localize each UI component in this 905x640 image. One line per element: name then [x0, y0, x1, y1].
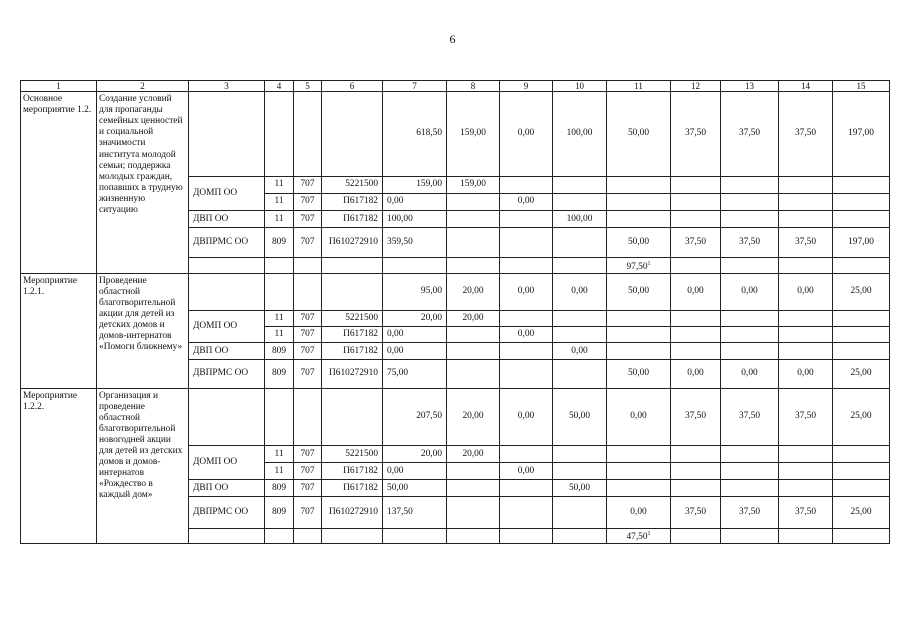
- cell-value: 707: [294, 463, 322, 480]
- header-cell: 1: [21, 81, 97, 92]
- header-cell: 13: [721, 81, 779, 92]
- funding-source: ДВП ОО: [189, 343, 265, 360]
- cell-value: 0,00: [671, 360, 721, 388]
- cell-value: 11: [265, 310, 294, 326]
- total-value: 25,00: [833, 388, 890, 445]
- total-value: 37,50: [671, 388, 721, 445]
- cell-value: 11: [265, 211, 294, 228]
- cell-value: П617182: [322, 211, 383, 228]
- cell-value: 0,00: [500, 193, 553, 210]
- funding-source: ДВПРМС ОО: [189, 360, 265, 388]
- cell-value: 5221500: [322, 446, 383, 463]
- cell-value: 50,00: [607, 360, 671, 388]
- total-value: 618,50: [383, 92, 447, 177]
- cell-value: П617182: [322, 343, 383, 360]
- cell-value: 159,00: [447, 176, 500, 193]
- table-row: [21, 388, 890, 445]
- total-value: 197,00: [833, 92, 890, 177]
- total-value: 0,00: [500, 388, 553, 445]
- cell-value: 359,50: [383, 228, 447, 258]
- header-cell: 3: [189, 81, 265, 92]
- activity-code: Мероприятие 1.2.2.: [21, 388, 97, 543]
- total-value: 159,00: [447, 92, 500, 177]
- cell-value: П610272910: [322, 360, 383, 388]
- cell-value: 707: [294, 343, 322, 360]
- table-row: [21, 273, 890, 310]
- cell-value: 37,50: [779, 497, 833, 528]
- total-value: 0,00: [721, 273, 779, 310]
- footnote-mark: 1: [647, 530, 651, 537]
- header-cell: 7: [383, 81, 447, 92]
- total-value: 0,00: [671, 273, 721, 310]
- cell-value: 11: [265, 176, 294, 193]
- cell-value: 0,00: [721, 360, 779, 388]
- cell-value: 11: [265, 463, 294, 480]
- cell-value: 5221500: [322, 310, 383, 326]
- cell-value: 11: [265, 327, 294, 343]
- cell-value: 11: [265, 193, 294, 210]
- activity-code: Основное мероприятие 1.2.: [21, 92, 97, 274]
- cell-value: П617182: [322, 463, 383, 480]
- cell-value: 50,00: [383, 480, 447, 497]
- cell-value: 37,50: [721, 497, 779, 528]
- cell-value: 707: [294, 327, 322, 343]
- cell-value: 707: [294, 497, 322, 528]
- cell-value: 0,00: [553, 343, 607, 360]
- funding-source: ДВПРМС ОО: [189, 228, 265, 258]
- header-cell: 10: [553, 81, 607, 92]
- cell-value: 100,00: [553, 211, 607, 228]
- total-value: 37,50: [779, 92, 833, 177]
- cell-value: 0,00: [383, 343, 447, 360]
- total-value: 207,50: [383, 388, 447, 445]
- cell-value: 707: [294, 176, 322, 193]
- cell-value: 137,50: [383, 497, 447, 528]
- footnote-value: [607, 528, 671, 543]
- header-cell: 9: [500, 81, 553, 92]
- cell-value: 50,00: [607, 228, 671, 258]
- cell-value: 707: [294, 310, 322, 326]
- header-cell: 12: [671, 81, 721, 92]
- cell-value: 0,00: [383, 463, 447, 480]
- cell-value: 75,00: [383, 360, 447, 388]
- activity-code: Мероприятие 1.2.1.: [21, 273, 97, 388]
- funding-source: ДВП ОО: [189, 211, 265, 228]
- cell-value: 25,00: [833, 497, 890, 528]
- cell-value: 707: [294, 228, 322, 258]
- cell-value: 159,00: [383, 176, 447, 193]
- cell-value: 0,00: [500, 463, 553, 480]
- cell-value: П617182: [322, 327, 383, 343]
- header-cell: 5: [294, 81, 322, 92]
- header-cell: 6: [322, 81, 383, 92]
- cell-value: 0,00: [607, 497, 671, 528]
- cell-value: 20,00: [383, 446, 447, 463]
- activity-description: Создание условий для пропаганды семейных ценностей и социальной значимости института молодой семьи; поддержка молодых граждан, попавших в трудную жизненную ситуацию: [97, 92, 189, 274]
- cell-value: 20,00: [447, 446, 500, 463]
- footnote-amount: 97,50: [626, 261, 648, 272]
- budget-table: [20, 80, 890, 544]
- funding-source: ДВП ОО: [189, 480, 265, 497]
- header-cell: 2: [97, 81, 189, 92]
- cell-value: 5221500: [322, 176, 383, 193]
- cell-value: 809: [265, 497, 294, 528]
- header-cell: 11: [607, 81, 671, 92]
- cell-value: 25,00: [833, 360, 890, 388]
- footnote-mark: 1: [647, 260, 651, 267]
- total-value: 0,00: [500, 92, 553, 177]
- total-value: 95,00: [383, 273, 447, 310]
- funding-source: ДОМП ОО: [189, 446, 265, 480]
- cell-value: 809: [265, 360, 294, 388]
- header-cell: 4: [265, 81, 294, 92]
- header-cell: 14: [779, 81, 833, 92]
- funding-source: ДОМП ОО: [189, 310, 265, 342]
- cell-value: П610272910: [322, 497, 383, 528]
- cell-value: 0,00: [383, 193, 447, 210]
- total-value: 37,50: [721, 388, 779, 445]
- cell-value: П610272910: [322, 228, 383, 258]
- header-cell: 15: [833, 81, 890, 92]
- footnote-value: [607, 258, 671, 273]
- total-value: 0,00: [500, 273, 553, 310]
- cell-value: 37,50: [721, 228, 779, 258]
- footnote-amount: 47,50: [626, 531, 648, 542]
- total-value: 25,00: [833, 273, 890, 310]
- total-value: 0,00: [779, 273, 833, 310]
- total-value: 50,00: [607, 273, 671, 310]
- table-row: [21, 92, 890, 177]
- total-value: 50,00: [607, 92, 671, 177]
- cell-value: 11: [265, 446, 294, 463]
- total-value: 20,00: [447, 273, 500, 310]
- cell-value: 707: [294, 193, 322, 210]
- cell-value: 0,00: [383, 327, 447, 343]
- total-value: 37,50: [721, 92, 779, 177]
- cell-value: 707: [294, 360, 322, 388]
- total-value: 37,50: [779, 388, 833, 445]
- cell-value: 809: [265, 228, 294, 258]
- header-cell: 8: [447, 81, 500, 92]
- activity-description: Проведение областной благотворительной акции для детей из детских домов и домов-интернатов «Помоги ближнему»: [97, 273, 189, 388]
- total-value: 50,00: [553, 388, 607, 445]
- cell-value: 0,00: [779, 360, 833, 388]
- page-number: 6: [449, 32, 456, 46]
- table-header-row: [21, 81, 890, 92]
- cell-value: 197,00: [833, 228, 890, 258]
- total-value: 100,00: [553, 92, 607, 177]
- cell-value: 0,00: [500, 327, 553, 343]
- cell-value: П617182: [322, 480, 383, 497]
- cell-value: П617182: [322, 193, 383, 210]
- funding-source: ДВПРМС ОО: [189, 497, 265, 528]
- cell-value: 20,00: [383, 310, 447, 326]
- cell-value: 37,50: [671, 497, 721, 528]
- cell-value: 707: [294, 446, 322, 463]
- total-value: 0,00: [607, 388, 671, 445]
- cell-value: 100,00: [383, 211, 447, 228]
- cell-value: 37,50: [779, 228, 833, 258]
- cell-value: 809: [265, 480, 294, 497]
- cell-value: 37,50: [671, 228, 721, 258]
- cell-value: 809: [265, 343, 294, 360]
- activity-description: Организация и проведение областной благотворительной новогодней акции для детей из детских домов и домов-интернатов «Рождество в каждый дом»: [97, 388, 189, 543]
- total-value: 37,50: [671, 92, 721, 177]
- funding-source: ДОМП ОО: [189, 176, 265, 210]
- cell-value: 707: [294, 480, 322, 497]
- cell-value: 707: [294, 211, 322, 228]
- cell-value: 20,00: [447, 310, 500, 326]
- total-value: 20,00: [447, 388, 500, 445]
- total-value: 0,00: [553, 273, 607, 310]
- cell-value: 50,00: [553, 480, 607, 497]
